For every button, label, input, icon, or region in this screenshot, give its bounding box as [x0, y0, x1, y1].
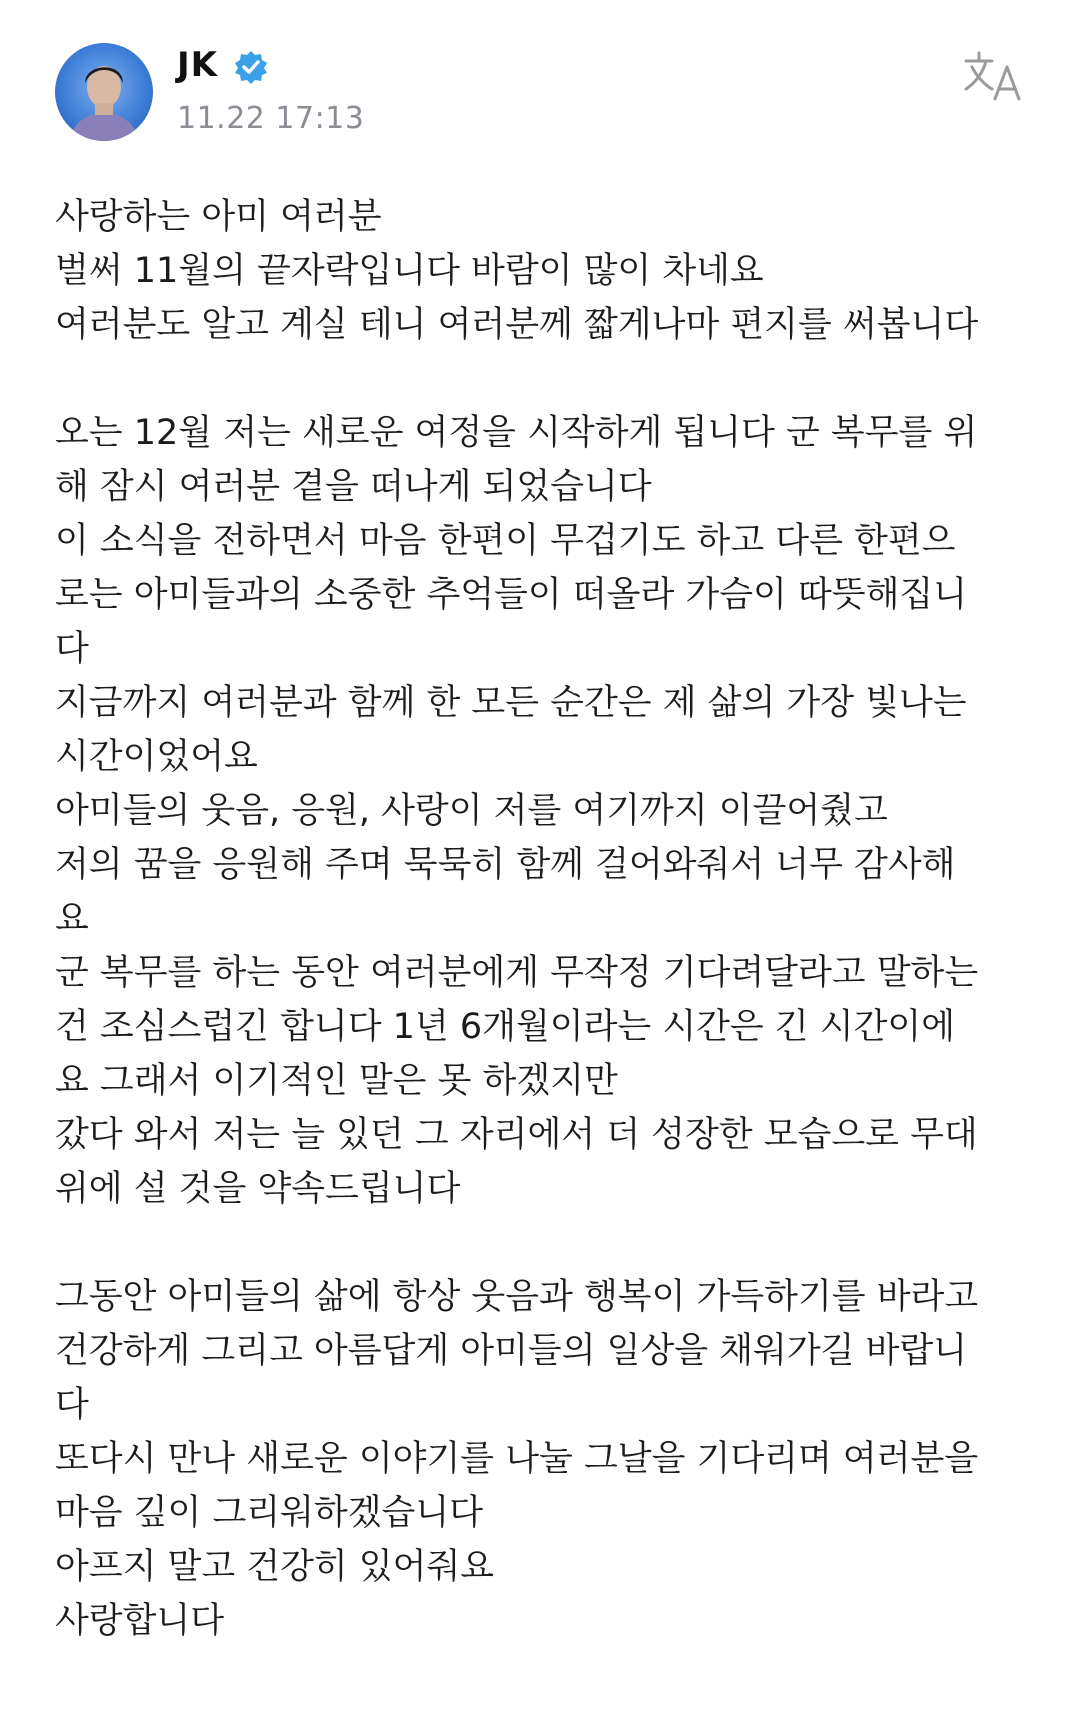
author-name[interactable]: JK: [177, 45, 218, 85]
text-line: 다: [55, 629, 89, 669]
paragraph-1: [55, 190, 1035, 352]
text-line: 여러분도 알고 계실 테니 여러분께 짧게나마 편지를 써봅니다: [55, 305, 979, 345]
paragraph-2: [55, 406, 1035, 1216]
text-line: 아미들의 웃음, 응원, 사랑이 저를 여기까지 이끌어줬고: [55, 791, 888, 831]
text-line: 사랑하는 아미 여러분: [55, 197, 382, 237]
text-line: 마음 깊이 그리워하겠습니다: [55, 1493, 483, 1533]
text-line: 또다시 만나 새로운 이야기를 나눌 그날을 기다리며 여러분을: [55, 1439, 979, 1479]
text-line: 이 소식을 전하면서 마음 한편이 무겁기도 하고 다른 한편으: [55, 521, 956, 561]
text-line: 로는 아미들과의 소중한 추억들이 떠올라 가슴이 따뜻해집니: [55, 575, 968, 615]
text-line: 요: [55, 899, 89, 939]
translate-icon: [961, 47, 1025, 105]
text-line: 벌써 11월의 끝자락입니다 바람이 많이 차네요: [55, 251, 764, 291]
text-line: 저의 꿈을 응원해 주며 묵묵히 함께 걸어와줘서 너무 감사해: [55, 845, 956, 885]
text-line: 요 그래서 이기적인 말은 못 하겠지만: [55, 1061, 618, 1101]
text-line: 군 복무를 하는 동안 여러분에게 무작정 기다려달라고 말하는: [55, 953, 979, 993]
text-line: 다: [55, 1385, 89, 1425]
text-line: 해 잠시 여러분 곁을 떠나게 되었습니다: [55, 467, 652, 507]
avatar[interactable]: [55, 43, 153, 141]
text-line: 사랑합니다: [55, 1601, 225, 1641]
text-line: 아프지 말고 건강히 있어줘요: [55, 1547, 495, 1587]
text-line: 오는 12월 저는 새로운 여정을 시작하게 됩니다 군 복무를 위: [55, 413, 978, 453]
post-body: [55, 190, 1035, 1702]
text-line: 건강하게 그리고 아름답게 아미들의 일상을 채워가길 바랍니: [55, 1331, 968, 1371]
verified-badge-icon: [233, 49, 269, 85]
post-timestamp: 11.22 17:13: [177, 101, 365, 136]
text-line: 위에 설 것을 약속드립니다: [55, 1169, 461, 1209]
text-line: 지금까지 여러분과 함께 한 모든 순간은 제 삶의 가장 빛나는: [55, 683, 967, 723]
paragraph-3: [55, 1270, 1035, 1648]
text-line: 시간이었어요: [55, 737, 258, 777]
text-line: 갔다 와서 저는 늘 있던 그 자리에서 더 성장한 모습으로 무대: [55, 1115, 978, 1155]
post-header: [55, 43, 1025, 143]
text-line: 그동안 아미들의 삶에 항상 웃음과 행복이 가득하기를 바라고: [55, 1277, 979, 1317]
translate-button[interactable]: [961, 47, 1025, 105]
text-line: 건 조심스럽긴 합니다 1년 6개월이라는 시간은 긴 시간이에: [55, 1007, 956, 1047]
avatar-image: [55, 43, 153, 141]
